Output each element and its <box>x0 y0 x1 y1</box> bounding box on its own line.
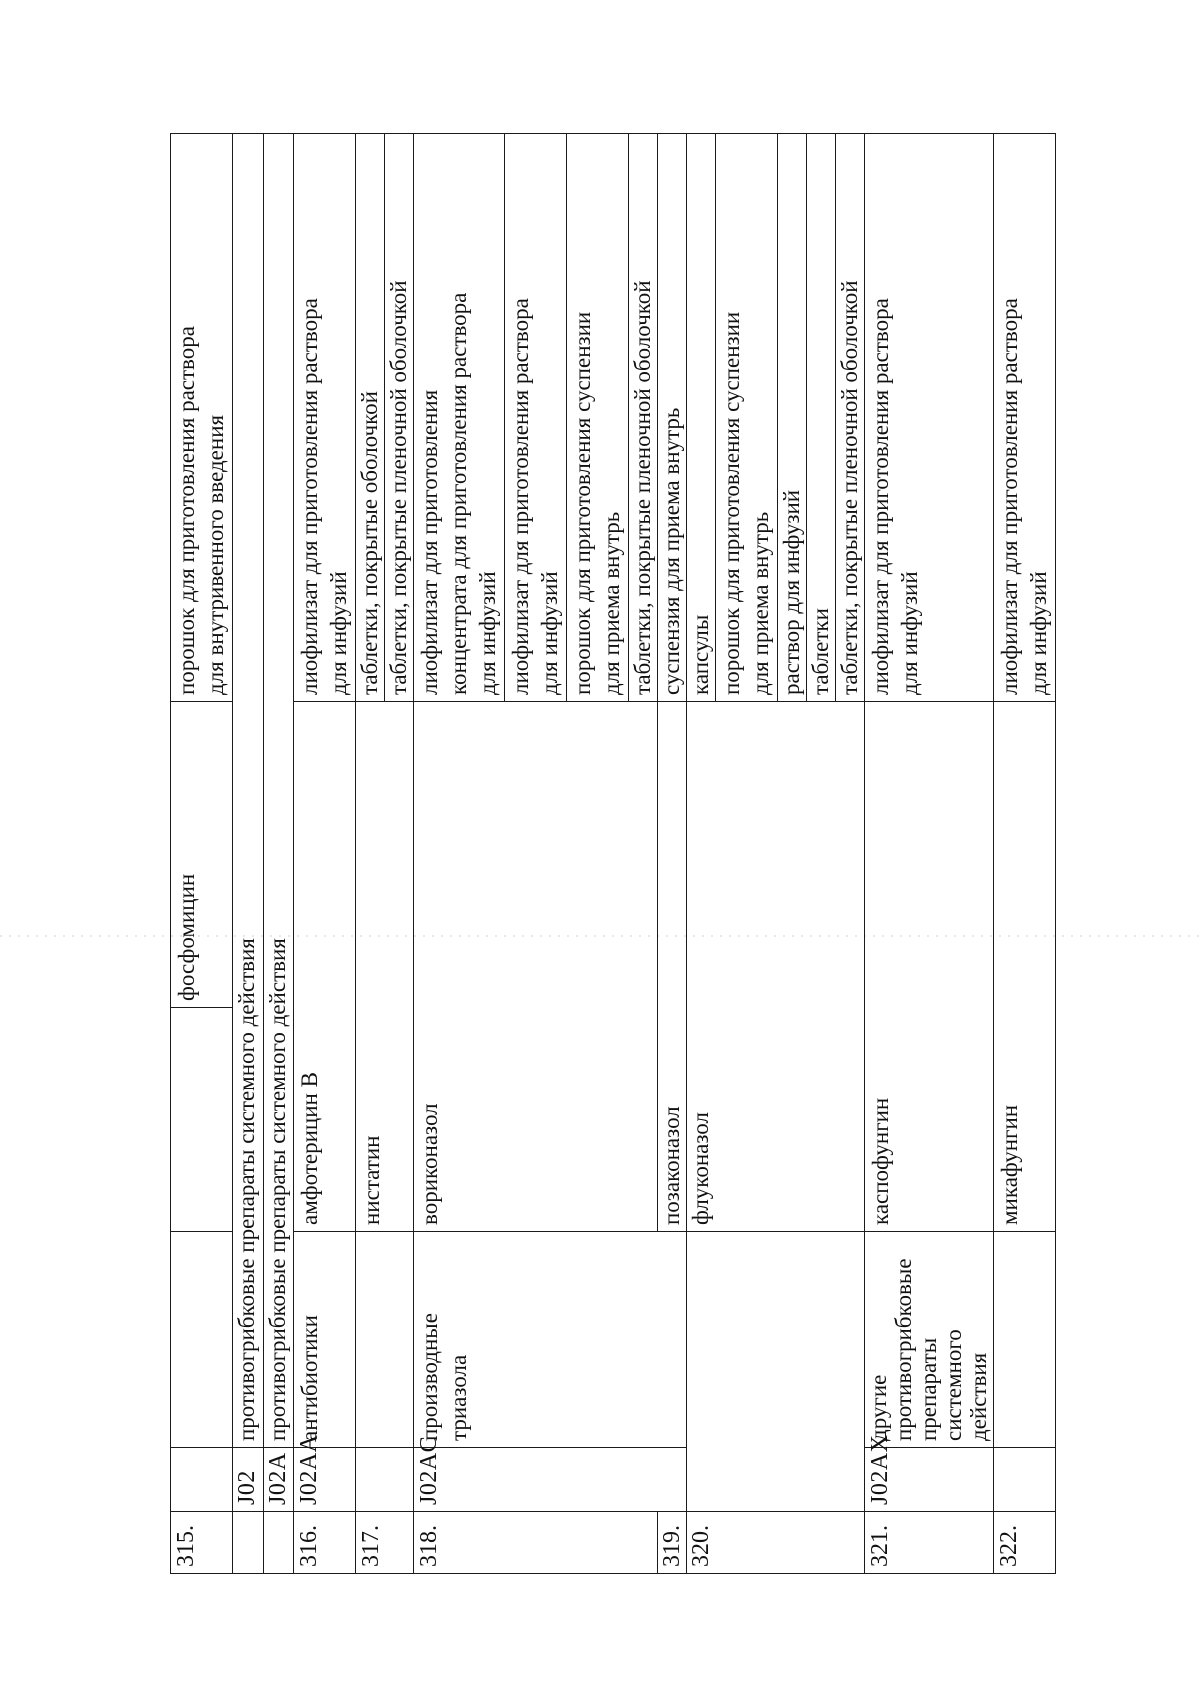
table-row <box>865 134 994 1574</box>
inn-name: вориконазол <box>414 702 658 1232</box>
row-number: 320. <box>687 1512 865 1574</box>
dosage-form: порошок для приготовления суспензии для приема внутрь <box>716 134 778 702</box>
atc-code: J02AC <box>414 1448 687 1512</box>
table-row <box>356 134 385 1574</box>
inn-name: фосфомицин <box>171 702 233 1008</box>
inn-name: нистатин <box>356 702 414 1232</box>
table-row <box>687 134 716 1574</box>
inn-name: позаконазол <box>658 702 687 1232</box>
table-row <box>264 134 294 1574</box>
inn-name: флуконазол <box>687 702 865 1232</box>
atc-group <box>994 1232 1056 1448</box>
inn-name <box>171 1008 233 1232</box>
dosage-form: таблетки, покрытые пленочной оболочкой <box>836 134 865 702</box>
atc-group: противогрибковые препараты системного действия <box>233 134 264 1448</box>
dosage-form: лиофилизат для приготовления раствора для инфузий <box>505 134 567 702</box>
dosage-form: таблетки <box>807 134 836 702</box>
atc-code <box>171 1448 233 1512</box>
row-number <box>264 1512 294 1574</box>
table-row <box>171 134 233 1574</box>
dosage-form: лиофилизат для приготовления концентрата для приготовления раствора для инфузий <box>414 134 505 702</box>
dosage-form: суспензия для приема внутрь <box>658 134 687 702</box>
row-number: 319. <box>658 1512 687 1574</box>
atc-code <box>687 1232 865 1512</box>
row-number <box>233 1512 264 1574</box>
table-row <box>294 134 356 1574</box>
atc-code: J02A <box>264 1448 294 1512</box>
atc-code <box>994 1448 1056 1512</box>
atc-group <box>356 1232 414 1448</box>
dosage-form: порошок для приготовления раствора для внутривенного введения <box>171 134 233 702</box>
atc-code <box>356 1448 414 1512</box>
inn-name: каспофунгин <box>865 702 994 1232</box>
dosage-form: таблетки, покрытые пленочной оболочкой <box>629 134 658 702</box>
table-row <box>414 134 505 1574</box>
dosage-form: таблетки, покрытые пленочной оболочкой <box>385 134 414 702</box>
dosage-form: таблетки, покрытые оболочкой <box>356 134 385 702</box>
row-number: 318. <box>414 1512 658 1574</box>
atc-group <box>171 1232 233 1448</box>
dosage-form: лиофилизат для приготовления раствора для инфузий <box>294 134 356 702</box>
atc-code: J02AA <box>294 1448 356 1512</box>
dosage-form: лиофилизат для приготовления раствора для инфузий <box>994 134 1056 702</box>
row-number: 315. <box>171 1512 233 1574</box>
atc-code: J02AX <box>865 1448 994 1512</box>
row-number: 322. <box>994 1512 1056 1574</box>
atc-group: производные триазола <box>414 1232 687 1448</box>
inn-name: микафунгин <box>994 702 1056 1232</box>
atc-group: противогрибковые препараты системного действия <box>264 134 294 1448</box>
table-row <box>233 134 264 1574</box>
medicines-table <box>170 133 1056 1574</box>
dosage-form: капсулы <box>687 134 716 702</box>
row-number: 316. <box>294 1512 356 1574</box>
atc-group: другие противогрибковые препараты системного действия <box>865 1232 994 1448</box>
dosage-form: лиофилизат для приготовления раствора для инфузий <box>865 134 994 702</box>
dosage-form: раствор для инфузий <box>778 134 807 702</box>
atc-group: антибиотики <box>294 1232 356 1448</box>
inn-name: амфотерицин В <box>294 702 356 1232</box>
row-number: 321. <box>865 1512 994 1574</box>
table-row <box>994 134 1056 1574</box>
dosage-form: порошок для приготовления суспензии для приема внутрь <box>567 134 629 702</box>
row-number: 317. <box>356 1512 414 1574</box>
atc-code: J02 <box>233 1448 264 1512</box>
